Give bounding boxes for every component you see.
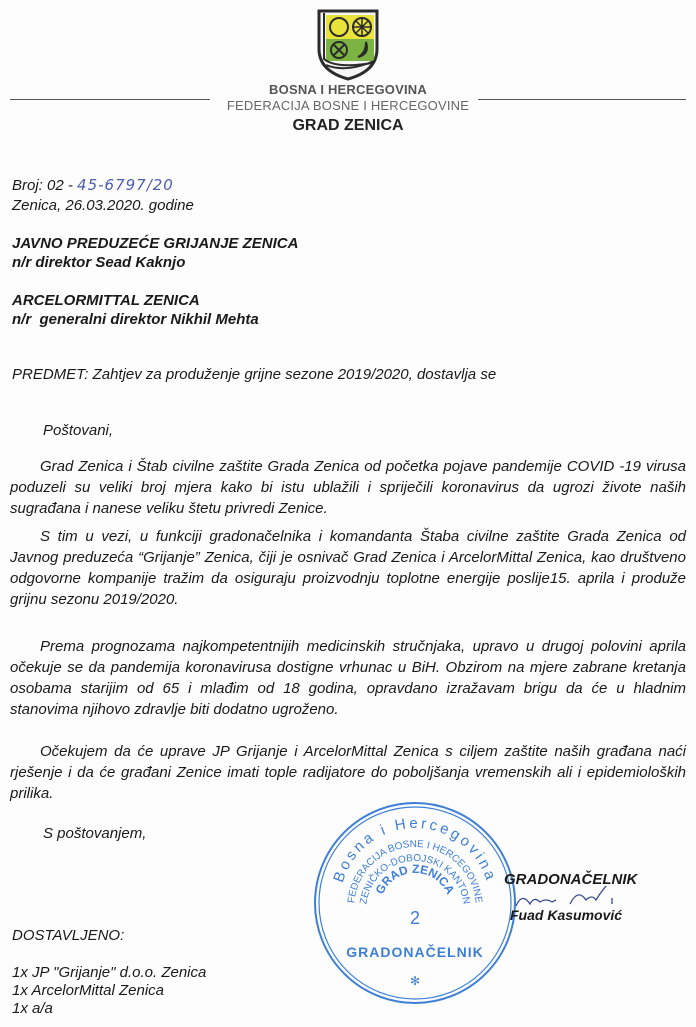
coat-of-arms-icon xyxy=(316,9,380,81)
subject-line: PREDMET: Zahtjev za produženje grijne sezone 2019/2020, dostavlja se xyxy=(12,366,497,383)
distribution-label: DOSTAVLJENO: xyxy=(12,927,125,944)
body-paragraph-2: S tim u vezi, u funkciji gradonačelnika i komandanta Štaba civilne zaštite Grada Zenica od Javnog preduzeća “Grijanje” Zenica, čiji je osnivač Grad Zenica i ArcelorMittal Zenica, kao društveno odgovorne kompanije tražim da osiguraju proizvodnju toplotne energije poslije15. aprila i produže grijnu sezonu 2019/2020. xyxy=(10,528,686,608)
closing: S poštovanjem, xyxy=(43,825,147,842)
distribution-item: 1x a/a xyxy=(12,1000,53,1017)
reference-number xyxy=(12,176,174,195)
header-divider-right xyxy=(478,99,686,100)
stamp-number: 2 xyxy=(409,908,421,928)
stamp-outer-text: Bosna i Hercegovina xyxy=(330,814,500,885)
stamp-ring3-text: ZENIČKO-DOBOJSKI KANTON xyxy=(358,852,472,906)
body-paragraph-3: Prema prognozama najkompetentnijih medicinskih stručnjaka, upravo u drugoj polovini aprila očekuje se da pandemija koronavirusa dostigne vrhunac u BiH. Obzirom na mjere zabrane kretanja osobama starijim od 65 i mlađim od 18 godina, opravdano izražavam brigu da će u hladnim stanovima njihovo zdravlje biti dodatno ugroženo. xyxy=(10,638,686,718)
official-stamp xyxy=(312,800,518,1006)
recipient-2-name: ARCELORMITTAL ZENICA xyxy=(12,292,200,309)
distribution-item: 1x ArcelorMittal Zenica xyxy=(12,982,164,999)
signature-title: GRADONAČELNIK xyxy=(504,871,638,888)
broj-handwritten: 45-6797/20 xyxy=(77,176,174,194)
header-federation: FEDERACIJA BOSNE I HERCEGOVINE xyxy=(226,98,470,113)
body-paragraph-4: Očekujem da će uprave JP Grijanje i ArcelorMittal Zenica s ciljem zaštite naših građana naći rješenje i da će građani Zenice imati tople radijatore do poboljšanja vremenskih ali i epidemioloških prilika. xyxy=(10,743,686,802)
stamp-ring2-text: FEDERACIJA BOSNE I HERCEGOVINE xyxy=(346,838,484,904)
header-city: GRAD ZENICA xyxy=(292,117,404,134)
place-date: Zenica, 26.03.2020. godine xyxy=(12,197,194,214)
stamp-ring4-text: GRAD ZENICA xyxy=(372,861,458,897)
distribution-item: 1x JP "Grijanje" d.o.o. Zenica xyxy=(12,964,207,981)
signature-name: Fuad Kasumović xyxy=(510,907,623,923)
broj-label: Broj: 02 - xyxy=(12,177,73,194)
body-paragraph-1: Grad Zenica i Štab civilne zaštite Grada Zenica od početka pojave pandemije COVID -19 virusa poduzeli su veliki broj mjera kako bi istu ublažili i spriječili koronavirus da ugrozi živote naših sugrađana i nanese veliku štetu privredi Zenice. xyxy=(10,458,686,517)
salutation: Poštovani, xyxy=(43,422,114,439)
svg-text:✻: ✻ xyxy=(409,974,421,988)
recipient-1-name: JAVNO PREDUZEĆE GRIJANJE ZENICA xyxy=(12,235,299,252)
recipient-1-attn: n/r direktor Sead Kaknjo xyxy=(12,254,186,271)
header-country: BOSNA I HERCEGOVINA xyxy=(269,82,427,97)
recipient-2-attn: n/r generalni direktor Nikhil Mehta xyxy=(12,311,259,328)
stamp-bottom-text: GRADONAČELNIK xyxy=(346,944,484,960)
